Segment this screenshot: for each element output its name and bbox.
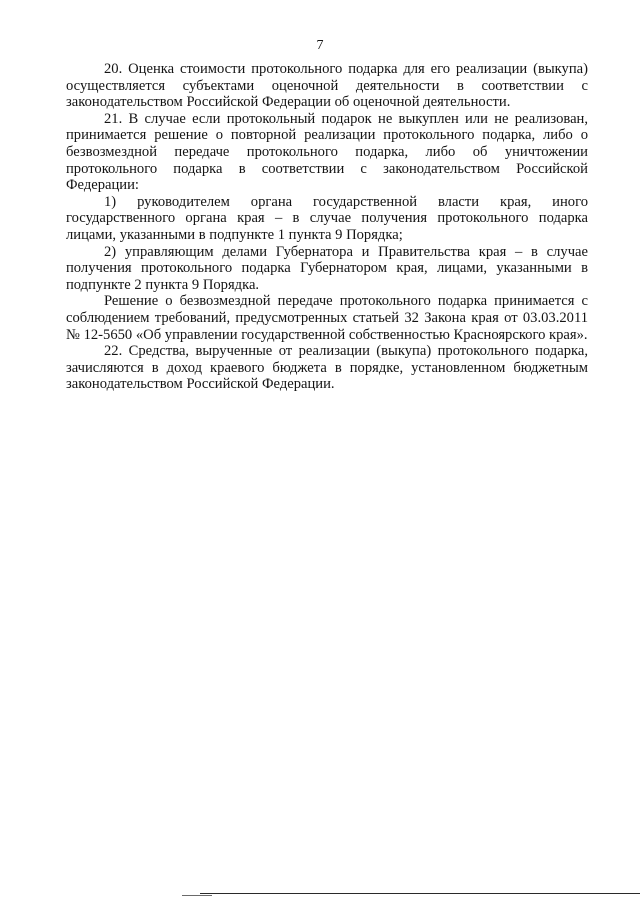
bottom-edge-rule bbox=[200, 893, 640, 894]
document-body bbox=[66, 61, 588, 393]
paragraph-item-20: 20. Оценка стоимости протокольного подарка для его реализации (выкупа) осуществляется субъектами оценочной деятельности в соответствии с законодательством Российской Федерации об оценочной деятельности. bbox=[66, 61, 588, 111]
page-number: 7 bbox=[316, 38, 324, 53]
paragraph-item-21: 21. В случае если протокольный подарок не выкуплен или не реализован, принимается решение о повторной реализации протокольного подарка, либо о безвозмездной передаче протокольного подарка, либо об уничтожении протокольного подарка в соответствии с законодательством Российской Федерации: bbox=[66, 110, 588, 194]
paragraph-transfer-decision: Решение о безвозмездной передаче протокольного подарка принимается с соблюдением требований, предусмотренных статьей 32 Закона края от 03.03.2011 № 12-5650 «Об управлении государственной собственностью Красноярского края». bbox=[66, 293, 588, 343]
subparagraph-1: 1) руководителем органа государственной власти края, иного государственного органа края – в случае получения протокольного подарка лицами, указанными в подпункте 1 пункта 9 Порядка; bbox=[66, 193, 588, 243]
bottom-edge-mark bbox=[182, 895, 212, 896]
paragraph-item-22: 22. Средства, вырученные от реализации (выкупа) протокольного подарка, зачисляются в доход краевого бюджета в порядке, установленном бюджетным законодательством Российской Федерации. bbox=[66, 343, 588, 393]
subparagraph-2: 2) управляющим делами Губернатора и Правительства края – в случае получения протокольного подарка Губернатором края, лицами, указанными в подпункте 2 пункта 9 Порядка. bbox=[66, 243, 588, 293]
